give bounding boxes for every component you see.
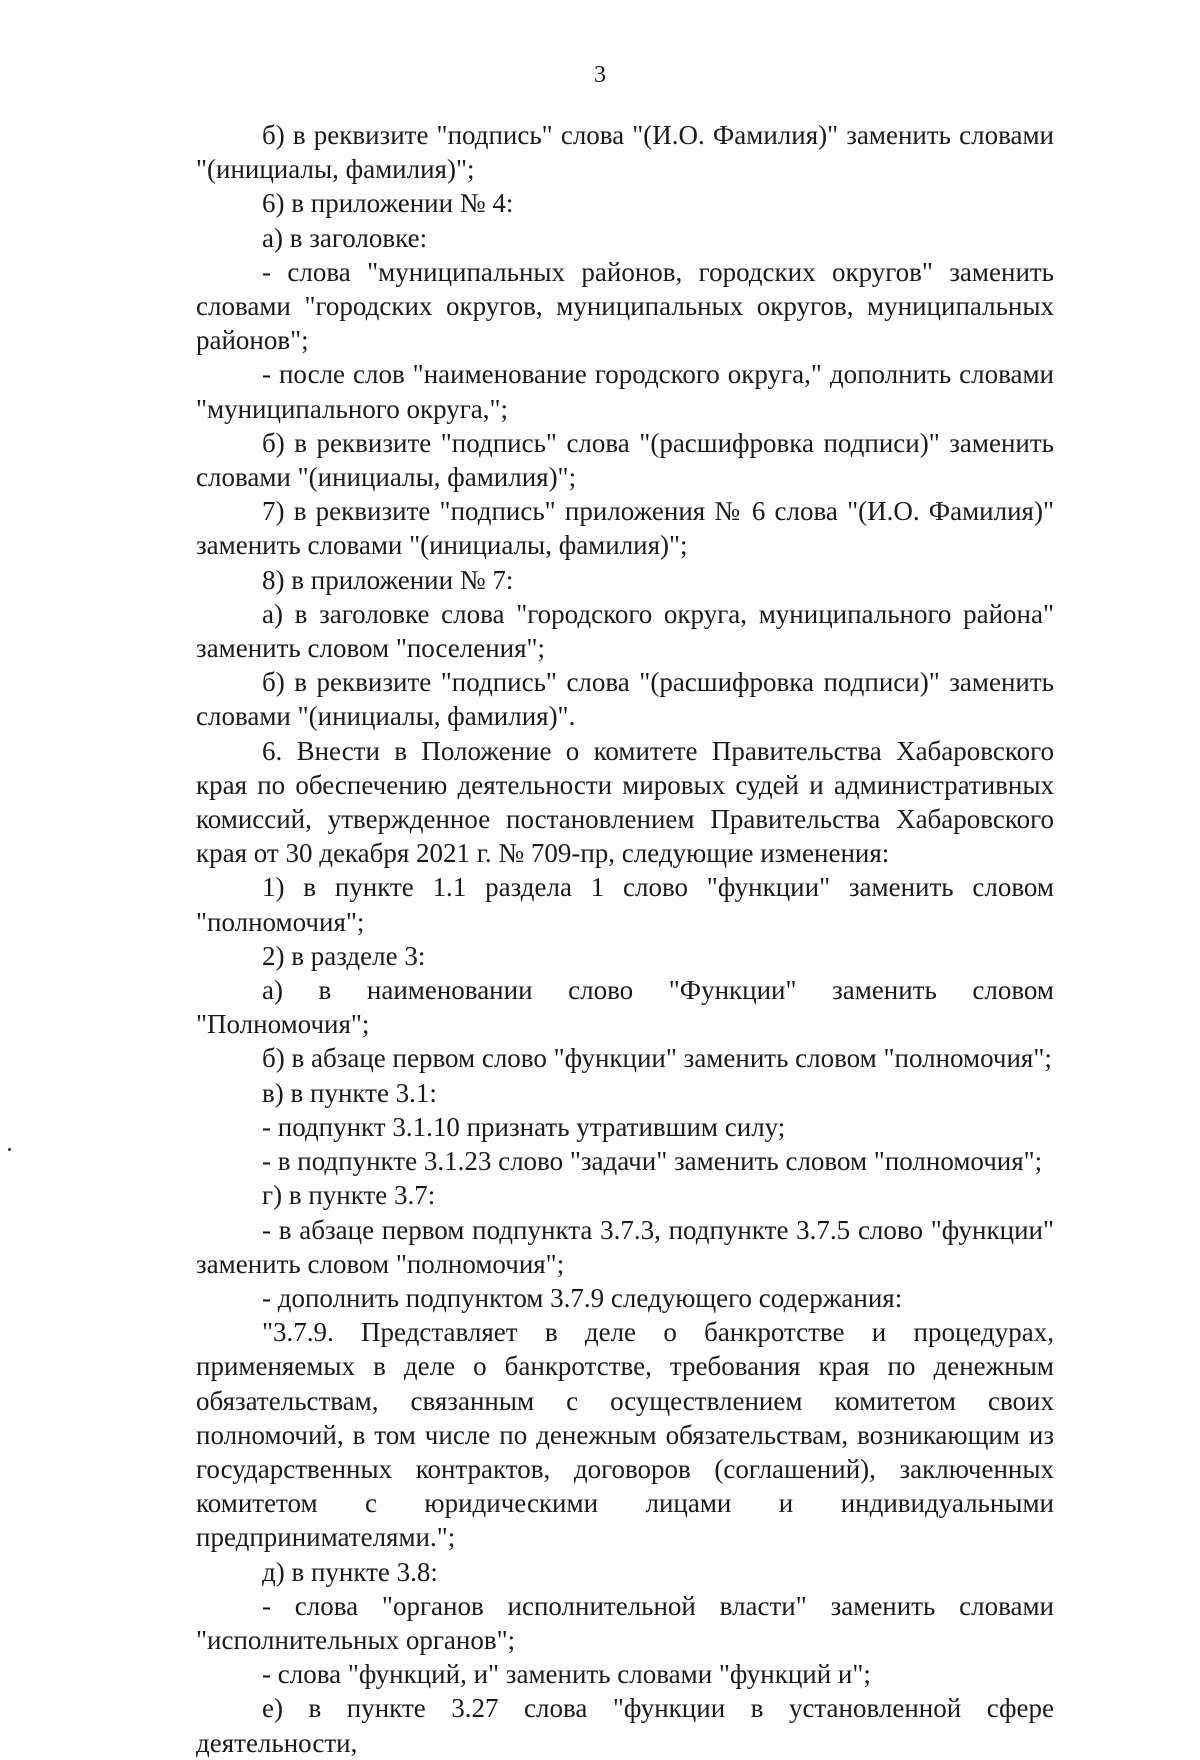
page-number: 3 [594, 62, 606, 88]
paragraph: г) в пункте 3.7: [262, 1180, 436, 1211]
paragraph: д) в пункте 3.8: [262, 1556, 438, 1587]
paragraph: 1) в пункте 1.1 раздела 1 слово "функции" заменить словом "полномочия"; [196, 872, 1054, 937]
paragraph: - слова "органов исполнительной власти" заменить словами "исполнительных органов"; [196, 1590, 1054, 1655]
paragraph: - подпункт 3.1.10 признать утратившим силу; [262, 1111, 786, 1142]
paragraph: - дополнить подпунктом 3.7.9 следующего содержания: [262, 1282, 903, 1313]
paragraph: б) в реквизите "подпись" слова "(расшифровка подписи)" заменить словами "(инициалы, фамилия)". [196, 667, 1054, 732]
paragraph: "3.7.9. Представляет в деле о банкротстве и процедурах, применяемых в деле о банкротстве, требования края по денежным обязательствам, связанным с осуществлением комитетом своих полномочий, в том числе по денежным обязательствам, возникающим из государственных контрактов, договоров (соглашений), заключенных комитетом с юридическими лицами и индивидуальными предпринимателями."; [196, 1317, 1054, 1553]
paragraph: - слова "функций, и" заменить словами "функций и"; [262, 1659, 871, 1690]
paragraph: 7) в реквизите "подпись" приложения № 6 слова "(И.О. Фамилия)" заменить словами "(инициалы, фамилия)"; [196, 496, 1054, 561]
paragraph: а) в заголовке слова "городского округа, муниципального района" заменить словом "поселения"; [196, 598, 1054, 664]
paragraph: б) в реквизите "подпись" слова "(И.О. Фамилия)" заменить словами "(инициалы, фамилия)"; [196, 120, 1054, 185]
paragraph: - после слов "наименование городского округа," дополнить словами "муниципального округа,"; [196, 359, 1054, 424]
document-body [196, 118, 1054, 1760]
paragraph: б) в абзаце первом слово "функции" заменить словом "полномочия"; [262, 1043, 1052, 1074]
paragraph: а) в заголовке: [262, 222, 428, 253]
paragraph: 6. Внести в Положение о комитете Правительства Хабаровского края по обеспечению деятельности мировых судей и административных комиссий, утвержденное постановлением Правительства Хабаровского края от 30 декабря 2021 г. № 709-пр, следующие изменения: [196, 735, 1054, 869]
paragraph: - в подпункте 3.1.23 слово "задачи" заменить словом "полномочия"; [262, 1146, 1043, 1177]
paragraph: 2) в разделе 3: [262, 940, 426, 971]
paragraph: - в абзаце первом подпункта 3.7.3, подпункте 3.7.5 слово "функции" заменить словом "полномочия"; [196, 1214, 1054, 1279]
paragraph: а) в наименовании слово "Функции" заменить словом "Полномочия"; [196, 975, 1054, 1040]
paragraph: б) в реквизите "подпись" слова "(расшифровка подписи)" заменить словами "(инициалы, фамилия)"; [196, 427, 1054, 493]
paragraph: - слова "муниципальных районов, городских округов" заменить словами "городских округов, муниципальных округов, муниципальных районов"; [196, 256, 1054, 356]
scan-speck [8, 1148, 11, 1151]
paragraph: 8) в приложении № 7: [262, 564, 514, 595]
paragraph: 6) в приложении № 4: [262, 188, 514, 219]
paragraph: в) в пункте 3.1: [262, 1077, 437, 1108]
paragraph: е) в пункте 3.27 слова "функции в установленной сфере деятельности, [196, 1693, 1054, 1758]
